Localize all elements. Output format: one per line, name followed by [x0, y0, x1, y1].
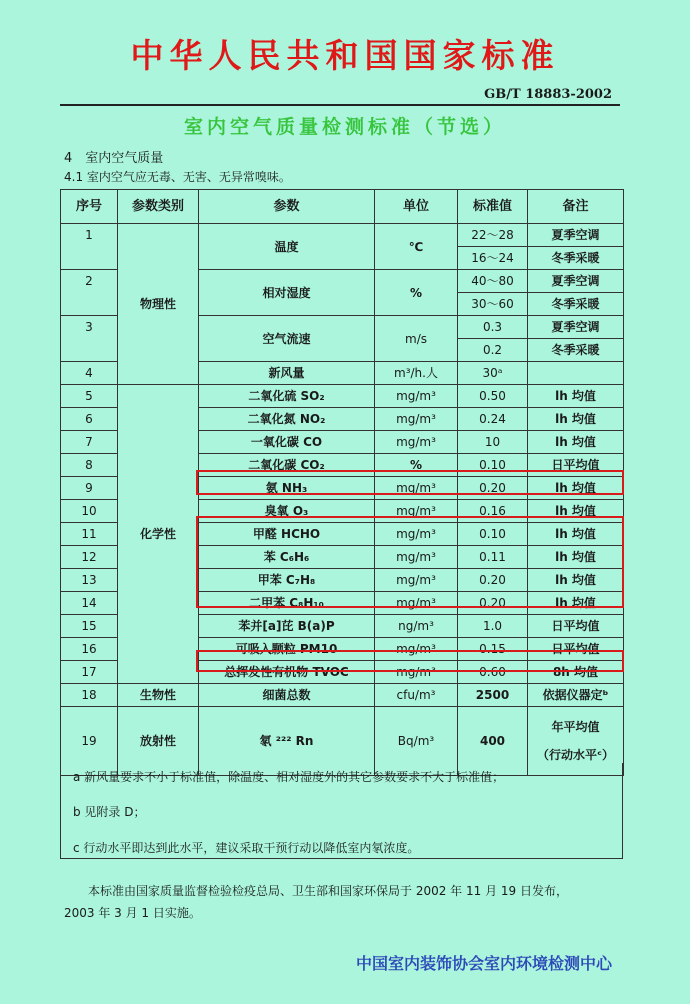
standard-value: 30～60 [458, 293, 528, 316]
param-name: 细菌总数 [199, 684, 375, 707]
row-number: 5 [61, 385, 118, 408]
standard-value: 0.24 [458, 408, 528, 431]
remark: 冬季采暖 [528, 339, 624, 362]
clause-text: 4.1 室内空气应无毒、无害、无异常嗅味。 [64, 170, 291, 184]
row-number: 3 [61, 316, 118, 362]
header-param: 参数 [199, 190, 375, 224]
param-unit: mg/m³ [375, 661, 458, 684]
standard-code: GB/T 18883-2002 [484, 87, 612, 102]
param-unit: % [375, 270, 458, 316]
table-row [61, 385, 624, 408]
param-unit: mg/m³ [375, 592, 458, 615]
row-number: 14 [61, 592, 118, 615]
standard-value: 0.16 [458, 500, 528, 523]
section-heading: 4 室内空气质量 [64, 151, 164, 166]
remark-line-2: （行动水平ᶜ） [537, 748, 614, 762]
standard-value: 0.11 [458, 546, 528, 569]
row-number: 17 [61, 661, 118, 684]
remark: 日平均值 [528, 454, 624, 477]
standard-value: 16～24 [458, 247, 528, 270]
remark: 夏季空调 [528, 224, 624, 247]
param-unit: mg/m³ [375, 569, 458, 592]
remark: 依据仪器定ᵇ [528, 684, 624, 707]
param-unit: mg/m³ [375, 500, 458, 523]
document-title: 中华人民共和国国家标准 [130, 36, 560, 75]
remark: 日平均值 [528, 638, 624, 661]
param-unit: mg/m³ [375, 638, 458, 661]
standard-value: 0.60 [458, 661, 528, 684]
param-name: 新风量 [199, 362, 375, 385]
remark: lh 均值 [528, 408, 624, 431]
standard-value: 0.2 [458, 339, 528, 362]
param-name: 苯并[a]芘 B(a)P [199, 615, 375, 638]
param-name: 甲醛 HCHO [199, 523, 375, 546]
remark: lh 均值 [528, 431, 624, 454]
standard-value: 0.20 [458, 477, 528, 500]
remark: 夏季空调 [528, 316, 624, 339]
row-number: 4 [61, 362, 118, 385]
standard-value: 0.3 [458, 316, 528, 339]
param-name: 氡 ²²² Rn [199, 707, 375, 776]
remark: 冬季采暖 [528, 293, 624, 316]
header-no: 序号 [61, 190, 118, 224]
remark: lh 均值 [528, 592, 624, 615]
param-unit: % [375, 454, 458, 477]
organization-name: 中国室内装饰协会室内环境检测中心 [355, 954, 612, 973]
remark: lh 均值 [528, 546, 624, 569]
remark-line-1: 年平均值 [551, 720, 600, 734]
param-name: 温度 [199, 224, 375, 270]
param-name: 二氧化氮 NO₂ [199, 408, 375, 431]
row-number: 18 [61, 684, 118, 707]
category-physical: 物理性 [118, 224, 199, 385]
row-number: 10 [61, 500, 118, 523]
row-number: 15 [61, 615, 118, 638]
remark: lh 均值 [528, 500, 624, 523]
row-number: 12 [61, 546, 118, 569]
table-header-row [61, 190, 624, 224]
table-row [61, 224, 624, 247]
param-unit: mg/m³ [375, 408, 458, 431]
standard-value: 0.50 [458, 385, 528, 408]
param-name: 总挥发性有机物 TVOC [199, 661, 375, 684]
row-number: 8 [61, 454, 118, 477]
standard-value: 2500 [458, 684, 528, 707]
remark: 冬季采暖 [528, 247, 624, 270]
header-remark: 备注 [528, 190, 624, 224]
issue-statement-line-2: 2003 年 3 月 1 日实施。 [64, 906, 201, 920]
row-number: 13 [61, 569, 118, 592]
row-number: 16 [61, 638, 118, 661]
highlight-box-hcho-xylene [196, 516, 624, 608]
row-number: 6 [61, 408, 118, 431]
notes-box [60, 763, 623, 859]
highlight-box-tvoc [196, 650, 624, 672]
standard-value: 400 [458, 707, 528, 776]
note-c: c 行动水平即达到此水平，建议采取干预行动以降低室内氡浓度。 [73, 841, 420, 855]
standard-value: 0.15 [458, 638, 528, 661]
param-name: 可吸入颗粒 PM10 [199, 638, 375, 661]
header-unit: 单位 [375, 190, 458, 224]
param-unit: mg/m³ [375, 385, 458, 408]
remark: 夏季空调 [528, 270, 624, 293]
header-rule [60, 104, 620, 106]
standard-value: 1.0 [458, 615, 528, 638]
param-unit: ng/m³ [375, 615, 458, 638]
header-category: 参数类别 [118, 190, 199, 224]
issue-statement-line-1: 本标准由国家质量监督检验检疫总局、卫生部和国家环保局于 2002 年 11 月 19 日发布， [88, 884, 568, 898]
remark: lh 均值 [528, 477, 624, 500]
row-number: 9 [61, 477, 118, 500]
remark-spacer [528, 737, 623, 745]
param-unit: Bq/m³ [375, 707, 458, 776]
remark: lh 均值 [528, 523, 624, 546]
standard-value: 30ᵃ [458, 362, 528, 385]
note-a: a 新风量要求不小于标准值，除温度、相对湿度外的其它参数要求不大于标准值； [73, 770, 505, 784]
row-number: 11 [61, 523, 118, 546]
row-number: 19 [61, 707, 118, 776]
param-unit: cfu/m³ [375, 684, 458, 707]
param-unit: mg/m³ [375, 431, 458, 454]
standard-value: 22～28 [458, 224, 528, 247]
param-name: 二氧化碳 CO₂ [199, 454, 375, 477]
param-name: 相对湿度 [199, 270, 375, 316]
table-row [61, 684, 624, 707]
standard-value: 0.20 [458, 569, 528, 592]
row-number: 1 [61, 224, 118, 270]
param-unit: ℃ [375, 224, 458, 270]
param-name: 二甲苯 C₈H₁₀ [199, 592, 375, 615]
param-name: 二氧化硫 SO₂ [199, 385, 375, 408]
param-name: 甲苯 C₇H₈ [199, 569, 375, 592]
category-chemical: 化学性 [118, 385, 199, 684]
row-number: 7 [61, 431, 118, 454]
remark: lh 均值 [528, 569, 624, 592]
param-name: 氨 NH₃ [199, 477, 375, 500]
standard-value: 10 [458, 431, 528, 454]
highlight-box-nh3 [196, 470, 624, 495]
header-value: 标准值 [458, 190, 528, 224]
remark: lh 均值 [528, 385, 624, 408]
param-name: 一氧化碳 CO [199, 431, 375, 454]
param-name: 臭氧 O₃ [199, 500, 375, 523]
issue-statement [64, 880, 624, 924]
category-biological: 生物性 [118, 684, 199, 707]
param-unit: mg/m³ [375, 477, 458, 500]
note-b: b 见附录 D； [73, 805, 146, 819]
param-name: 空气流速 [199, 316, 375, 362]
param-unit: mg/m³ [375, 523, 458, 546]
standard-value: 0.10 [458, 454, 528, 477]
row-number: 2 [61, 270, 118, 316]
standard-value: 0.20 [458, 592, 528, 615]
standard-value: 0.10 [458, 523, 528, 546]
remark: 8h 均值 [528, 661, 624, 684]
param-unit: mg/m³ [375, 546, 458, 569]
standard-value: 40～80 [458, 270, 528, 293]
document-subtitle: 室内空气质量检测标准（节选） [183, 116, 506, 138]
param-unit: m³/h.人 [375, 362, 458, 385]
remark [528, 362, 624, 385]
category-radiation: 放射性 [118, 707, 199, 776]
remark: 日平均值 [528, 615, 624, 638]
param-name: 苯 C₆H₆ [199, 546, 375, 569]
param-unit: m/s [375, 316, 458, 362]
